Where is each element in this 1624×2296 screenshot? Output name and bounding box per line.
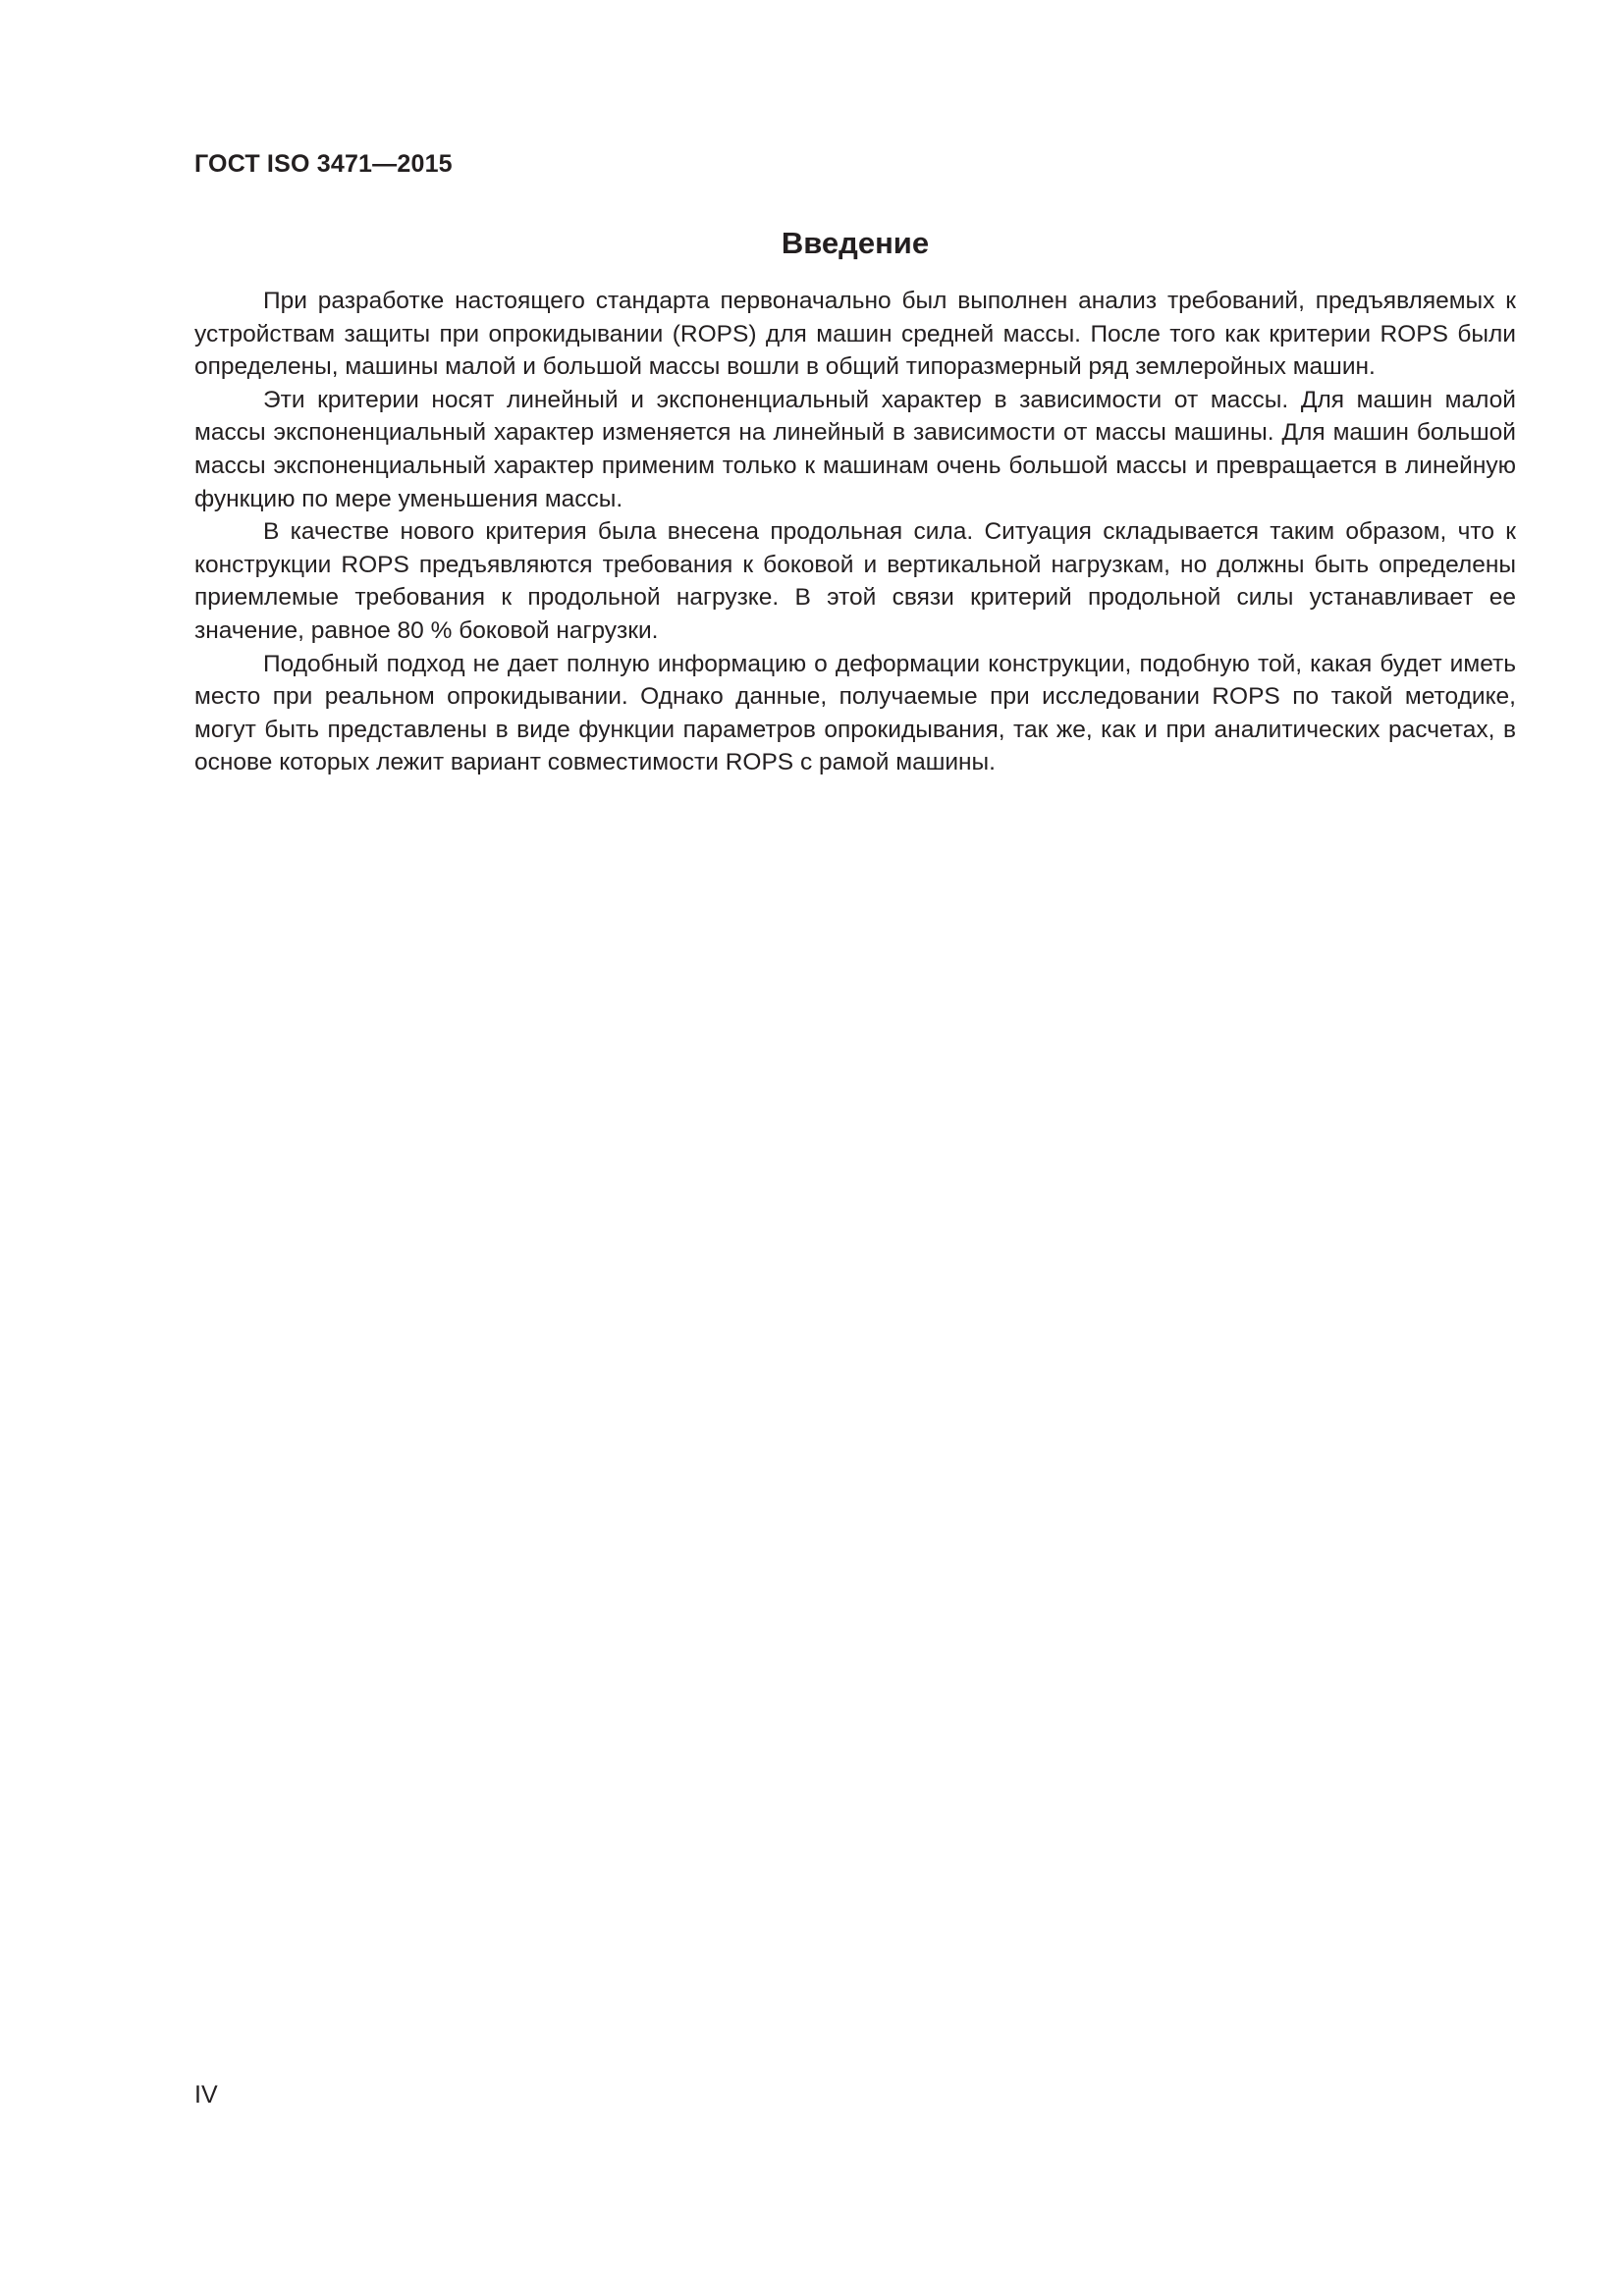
document-code-header: ГОСТ ISO 3471—2015	[194, 150, 453, 178]
page-number: IV	[194, 2081, 218, 2109]
paragraph: Эти критерии носят линейный и экспоненциальный характер в зависимости от массы. Для машин малой массы экспоненциальный характер изменяется на линейный в зависимости от массы машины. Для машин большой массы экспоненциальный характер применим только к машинам очень большой массы и превращается в линейную функцию по мере уменьшения массы.	[194, 386, 1516, 512]
section-title: Введение	[781, 226, 930, 260]
paragraph: При разработке настоящего стандарта первоначально был выполнен анализ требований, предъявляемых к устройствам защиты при опрокидывании (ROPS) для машин средней массы. После того как критерии ROPS были определены, машины малой и большой массы вошли в общий типоразмерный ряд землеройных машин.	[194, 288, 1516, 381]
introduction-body	[194, 285, 1516, 779]
paragraph: В качестве нового критерия была внесена продольная сила. Ситуация складывается таким образом, что к конструкции ROPS предъявляются требования к боковой и вертикальной нагрузкам, но должны быть определены приемлемые требования к продольной нагрузке. В этой связи критерий продольной силы устанавливает ее значение, равное 80 % боковой нагрузки.	[194, 518, 1516, 644]
paragraph: Подобный подход не дает полную информацию о деформации конструкции, подобную той, какая будет иметь место при реальном опрокидывании. Однако данные, получаемые при исследовании ROPS по такой методике, могут быть представлены в виде функции параметров опрокидывания, так же, как и при аналитических расчетах, в основе которых лежит вариант совместимости ROPS с рамой машины.	[194, 650, 1516, 776]
